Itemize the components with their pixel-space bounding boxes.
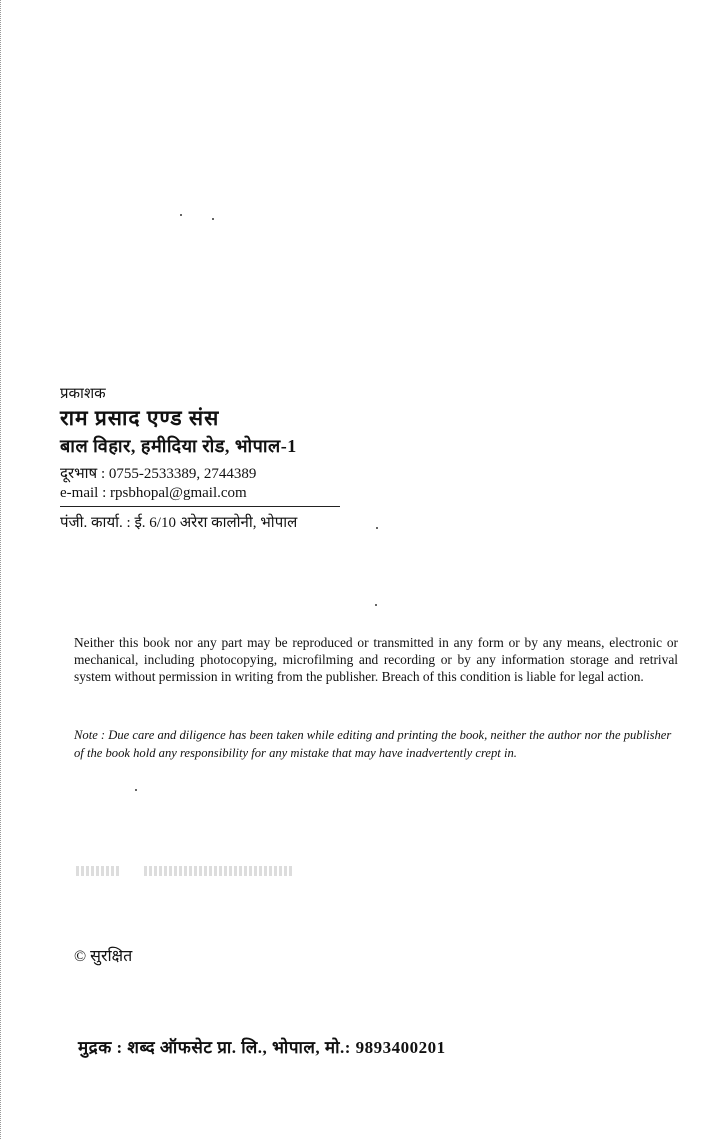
- scan-smudge: [76, 866, 120, 876]
- printer-info: मुद्रक : शब्द ऑफसेट प्रा. लि., भोपाल, मो.: 9893400201: [78, 1038, 446, 1057]
- registered-office: पंजी. कार्या. : ई. 6/10 अरेरा कालोनी, भोपाल: [60, 515, 298, 531]
- scan-edge: [0, 0, 2, 1139]
- scan-speck: [375, 604, 377, 606]
- publisher-address: बाल विहार, हमीदिया रोड, भोपाल-1: [60, 436, 297, 456]
- publisher-phone: दूरभाष : 0755-2533389, 2744389: [60, 466, 257, 482]
- publisher-name: राम प्रसाद एण्ड संस: [60, 406, 220, 430]
- legal-notice: Neither this book nor any part may be reproduced or transmitted in any form or by any means, electronic or mechanical, including photocopying, microfilming and recording or by any information storage and retrival system without permission in writing from the publisher. Breach of this condition is liable for legal action.: [74, 635, 678, 684]
- scan-speck: [212, 218, 214, 220]
- scan-speck: [376, 527, 378, 529]
- scan-smudge: [144, 866, 292, 876]
- disclaimer-note: Note : Due care and diligence has been taken while editing and printing the book, neither the author nor the publisher of the book hold any responsibility for any mistake that may have inadvertently crept in.: [74, 728, 672, 760]
- scan-speck: [180, 214, 182, 216]
- publisher-email: e-mail : rpsbhopal@gmail.com: [60, 485, 247, 501]
- copyright-notice: © सुरक्षित: [74, 948, 133, 965]
- scan-speck: [135, 789, 137, 791]
- publisher-label: प्रकाशक: [60, 386, 106, 402]
- divider: [60, 506, 340, 507]
